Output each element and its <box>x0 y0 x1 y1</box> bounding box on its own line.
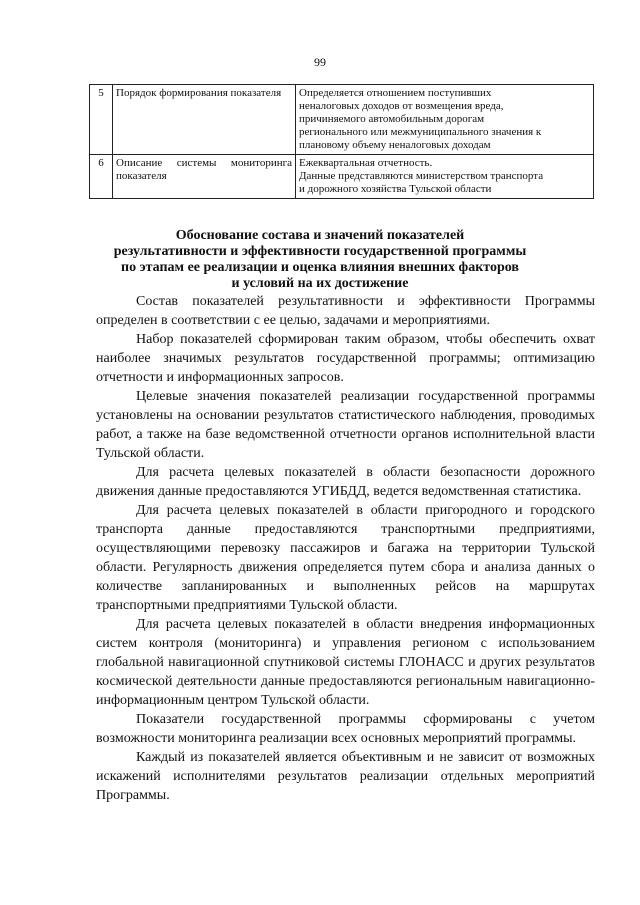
description-line: Определяется отношением поступивших <box>299 87 492 99</box>
paragraph: Целевые значения показателей реализации государственной программы установлены на основании результатов статистического наблюдения, проводимых работ, а также на базе ведомственной отчетности органов исполнительной власти Тульской области. <box>96 389 595 461</box>
row-name: Описание системы мониторинга показателя <box>113 155 296 199</box>
table-row <box>90 85 594 155</box>
description-line: причиняемого автомобильным дорогам <box>299 113 485 125</box>
row-description <box>296 85 594 155</box>
section-title-line: Обоснование состава и значений показателей <box>175 228 465 243</box>
description-line: регионального или межмуниципального значения к <box>299 126 542 138</box>
row-number: 5 <box>90 85 113 155</box>
paragraph: Состав показателей результативности и эффективности Программы определен в соответствии с ее целью, задачами и мероприятиями. <box>96 294 595 328</box>
paragraph: Для расчета целевых показателей в области внедрения информационных систем контроля (мониторинга) и управления регионом с использованием глобальной навигационной спутниковой системы ГЛОНАСС и других результатов космической деятельности данные предоставляются региональным навигационно-информационным центром Тульской области. <box>96 617 595 708</box>
section-title-line: по этапам ее реализации и оценка влияния внешних факторов <box>121 260 519 275</box>
indicator-table <box>89 84 594 199</box>
row-number: 6 <box>90 155 113 199</box>
row-description <box>296 155 594 199</box>
paragraph: Показатели государственной программы сформированы с учетом возможности мониторинга реализации всех основных мероприятий программы. <box>96 712 595 746</box>
page-number: 99 <box>314 55 326 69</box>
description-line: и дорожного хозяйства Тульской области <box>299 183 492 195</box>
description-line: Данные представляются министерством транспорта <box>299 170 544 182</box>
table-row <box>90 155 594 199</box>
row-name: Порядок формирования показателя <box>113 85 296 155</box>
paragraph: Каждый из показателей является объективным и не зависит от возможных искажений исполнителями результатов реализации отдельных мероприятий Программы. <box>96 750 595 803</box>
section-title-line: и условий на их достижение <box>231 276 409 291</box>
paragraph: Для расчета целевых показателей в области пригородного и городского транспорта данные предоставляются транспортными предприятиями, осуществляющими перевозку пассажиров и багажа на территории Тульской области. Регулярность движения определяется путем сбора и анализа данных о количестве запланированных и выполненных рейсов на маршрутах транспортными предприятиями Тульской области. <box>96 503 595 613</box>
description-line: Ежеквартальная отчетность. <box>299 157 433 169</box>
body-text <box>96 292 595 805</box>
description-line: неналоговых доходов от возмещения вреда, <box>299 100 504 112</box>
paragraph: Для расчета целевых показателей в области безопасности дорожного движения данные предоставляются УГИБДД, ведется ведомственная статистика. <box>96 465 595 499</box>
description-line: плановому объему неналоговых доходам <box>299 139 491 151</box>
section-title-line: результативности и эффективности государственной программы <box>113 244 527 259</box>
paragraph: Набор показателей сформирован таким образом, чтобы обеспечить охват наиболее значимых результатов государственной программы; оптимизацию отчетности и информационных запросов. <box>96 332 595 385</box>
section-title <box>0 228 640 292</box>
